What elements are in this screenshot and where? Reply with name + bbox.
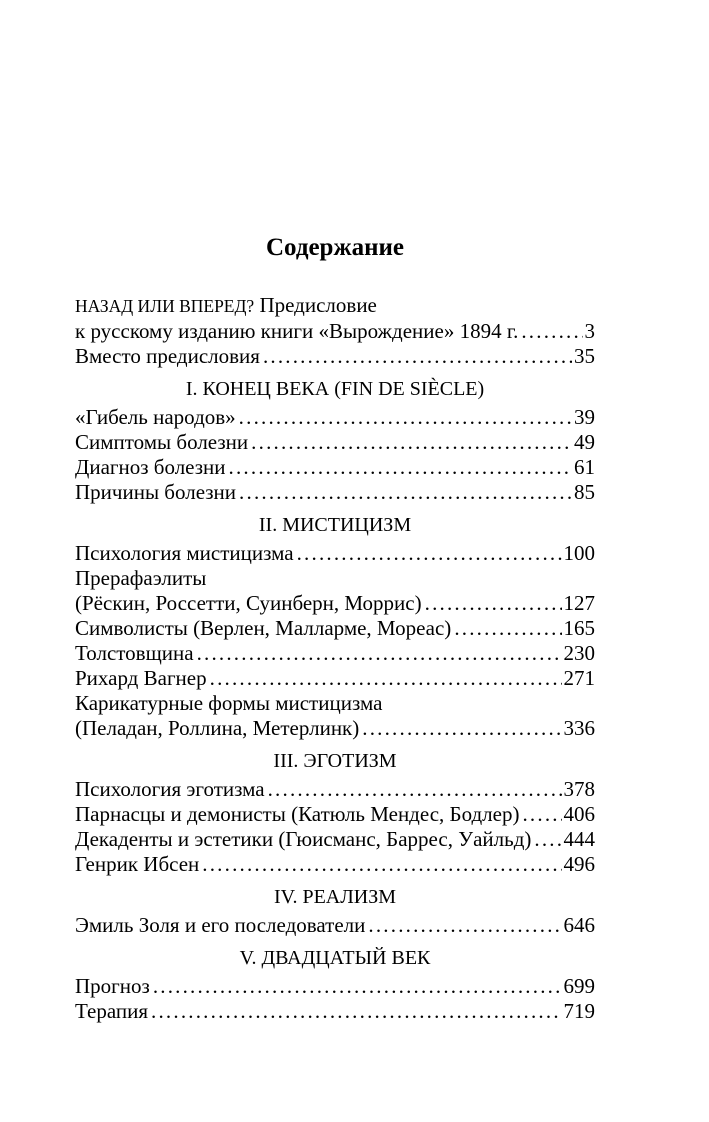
toc-content	[75, 0, 595, 1024]
toc-leader-dots	[248, 430, 572, 455]
toc-entry	[75, 777, 595, 802]
toc-page-number: 3	[584, 319, 595, 343]
toc-page-number: 100	[563, 541, 595, 565]
toc-leader-dots	[236, 405, 572, 430]
toc-leader-dots	[148, 999, 561, 1024]
toc-entry	[75, 641, 595, 666]
toc-section-heading: III. ЭГОТИЗМ	[273, 750, 397, 772]
toc-entry-label: Терапия	[75, 999, 149, 1023]
toc-page-number: 61	[574, 455, 595, 479]
toc-section	[75, 513, 595, 741]
toc-leader-dots	[365, 913, 561, 938]
toc-page-number: 271	[563, 666, 595, 690]
toc-leader-dots	[359, 716, 561, 741]
toc-page-number: 49	[574, 430, 595, 454]
toc-leader-dots	[226, 455, 572, 480]
toc-entry-label: Рихард Вагнер	[75, 666, 207, 690]
toc-leader-dots	[236, 480, 572, 505]
toc-entry-label: Симптомы болезни	[75, 430, 249, 454]
toc-entry-label: «Гибель народов»	[75, 405, 236, 429]
toc-entry-line: НАЗАД ИЛИ ВПЕРЕД? Предисловие	[75, 293, 377, 317]
toc-smallcaps-text: НАЗАД ИЛИ ВПЕРЕД?	[75, 296, 255, 316]
toc-entry	[75, 974, 595, 999]
toc-entry	[75, 319, 595, 344]
toc-entry-label: Психология эготизма	[75, 777, 265, 801]
toc-entry-label: Декаденты и эстетики (Гюисманс, Баррес, Уайльд)	[75, 827, 532, 851]
toc-section-heading: I. КОНЕЦ ВЕКА (FIN DE SIÈCLE)	[185, 378, 485, 400]
toc-leader-dots	[294, 541, 562, 566]
toc-page-number: 719	[563, 999, 595, 1023]
toc-section-heading: IV. РЕАЛИЗМ	[273, 886, 397, 908]
toc-entry	[75, 455, 595, 480]
toc-section	[75, 293, 595, 369]
toc-section	[75, 377, 595, 505]
toc-entry	[75, 405, 595, 430]
toc-section	[75, 946, 595, 1024]
toc-page-number: 35	[574, 344, 595, 368]
toc-entry-label: Диагноз болезни	[75, 455, 226, 479]
toc-entry-label: Эмиль Золя и его последователи	[75, 913, 366, 937]
toc-entry	[75, 716, 595, 741]
toc-section-heading: II. МИСТИЦИЗМ	[258, 514, 412, 536]
toc-leader-dots	[194, 641, 562, 666]
toc-section	[75, 885, 595, 938]
toc-leader-dots	[519, 802, 561, 827]
toc-entry-label: Вместо предисловия	[75, 344, 260, 368]
toc-page-number: 378	[563, 777, 595, 801]
toc-page-number: 39	[574, 405, 595, 429]
toc-leader-dots	[260, 344, 572, 369]
toc-entry	[75, 827, 595, 852]
toc-page-number: 496	[563, 852, 595, 876]
toc-entry	[75, 591, 595, 616]
toc-leader-dots	[150, 974, 562, 999]
toc-page-number: 646	[563, 913, 595, 937]
toc-entry-label: (Пеладан, Роллина, Метерлинк)	[75, 716, 360, 740]
toc-page-number: 230	[563, 641, 595, 665]
toc-entry	[75, 541, 595, 566]
toc-leader-dots	[207, 666, 562, 691]
toc-entry	[75, 616, 595, 641]
toc-leader-dots	[518, 319, 582, 344]
toc-page-number: 85	[574, 480, 595, 504]
toc-entry-line: Карикатурные формы мистицизма	[75, 691, 383, 715]
toc-entry-label: Толстовщина	[75, 641, 194, 665]
toc-entry	[75, 666, 595, 691]
toc-entry	[75, 913, 595, 938]
toc-entry-label: к русскому изданию книги «Вырождение» 1894 г.	[75, 319, 519, 343]
table-of-contents	[75, 293, 595, 1024]
toc-entry	[75, 344, 595, 369]
page-title: Содержание	[265, 234, 404, 261]
toc-page-number: 406	[563, 802, 595, 826]
toc-entry-label: Психология мистицизма	[75, 541, 294, 565]
toc-entry	[75, 430, 595, 455]
toc-leader-dots	[451, 616, 561, 641]
toc-entry	[75, 852, 595, 877]
toc-leader-dots	[265, 777, 562, 802]
toc-leader-dots	[199, 852, 561, 877]
toc-entry	[75, 480, 595, 505]
toc-leader-dots	[422, 591, 562, 616]
toc-entry-label: Причины болезни	[75, 480, 237, 504]
toc-section	[75, 749, 595, 877]
toc-page-number: 127	[563, 591, 595, 615]
toc-entry-label: (Рёскин, Россетти, Суинберн, Моррис)	[75, 591, 422, 615]
toc-page-number: 336	[563, 716, 595, 740]
toc-entry-label: Генрик Ибсен	[75, 852, 200, 876]
toc-entry-line: Прерафаэлиты	[75, 566, 207, 590]
toc-page-number: 699	[563, 974, 595, 998]
toc-section-heading: V. ДВАДЦАТЫЙ ВЕК	[239, 947, 431, 969]
toc-entry	[75, 802, 595, 827]
toc-page-number: 444	[563, 827, 595, 851]
toc-entry-label: Парнасцы и демонисты (Катюль Мендес, Бодлер)	[75, 802, 520, 826]
toc-entry-label: Прогноз	[75, 974, 150, 998]
toc-entry-label: Символисты (Верлен, Малларме, Мореас)	[75, 616, 452, 640]
toc-page-number: 165	[563, 616, 595, 640]
toc-entry	[75, 999, 595, 1024]
toc-leader-dots	[531, 827, 561, 852]
